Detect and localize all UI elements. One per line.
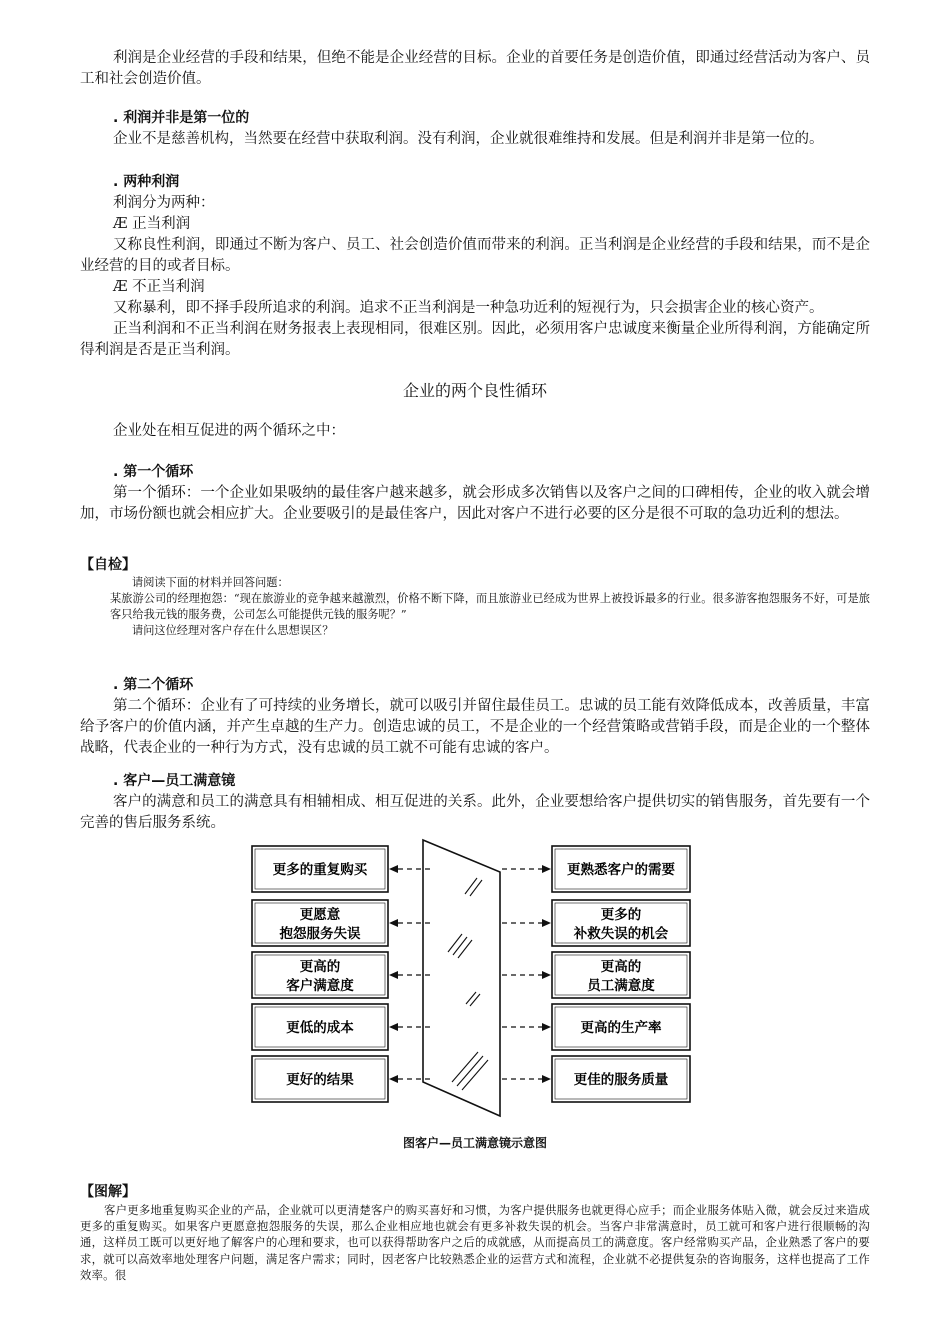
right-box-1-label-1: 更熟悉客户的需要 — [567, 862, 675, 878]
left-box-1-label-1: 更多的重复购买 — [272, 862, 368, 878]
selfcheck-question: 请问这位经理对客户存在什么思想误区？ — [132, 624, 334, 637]
mirror-heading: . 客户—员工满意镜 — [113, 773, 236, 789]
left-box-4-label-1: 更低的成本 — [286, 1020, 354, 1036]
bullet-legit-profit: Æ 正当利润 — [113, 216, 191, 232]
section-title-two-cycles: 企业的两个良性循环 — [402, 381, 547, 400]
right-box-2-label-1: 更多的 — [600, 907, 642, 923]
right-box-3-label-2: 员工满意度 — [587, 978, 655, 994]
left-box-2 — [252, 900, 388, 946]
mirror-diagram-svg — [80, 834, 870, 1134]
left-box-5 — [252, 1056, 388, 1102]
bullet-illegit-profit: Æ 不正当利润 — [113, 279, 205, 295]
selfcheck-label: 【自检】 — [80, 557, 136, 573]
right-arrow-1 — [502, 865, 551, 873]
cycle1-heading: . 第一个循环 — [113, 464, 194, 480]
mirror-text: 客户的满意和员工的满意具有相辅相成、相互促进的关系。此外，企业要想给客户提供切实的销售服务，首先要有一个完善的售后服务系统。 — [80, 794, 870, 831]
intro-paragraph: 利润是企业经营的手段和结果，但绝不能是企业经营的目标。企业的首要任务是创造价值，即通过经营活动为客户、员工和社会创造价值。 — [80, 50, 870, 87]
left-box-2-label-2: 抱怨服务失误 — [279, 926, 361, 942]
left-box-3-label-2: 客户满意度 — [286, 978, 354, 994]
section-heading-two-profits: . 两种利润 — [113, 174, 180, 190]
right-box-1 — [552, 846, 690, 892]
left-box-4 — [252, 1004, 388, 1050]
section-heading-profit-not-first: . 利润并非是第一位的 — [113, 110, 250, 126]
cycles-intro: 企业处在相互促进的两个循环之中： — [113, 423, 345, 439]
two-profits-lead: 利润分为两种： — [113, 195, 215, 211]
right-box-5 — [552, 1056, 690, 1102]
diagram-caption: 图客户—员工满意镜示意图 — [402, 1136, 547, 1150]
left-box-3-label-1: 更高的 — [299, 959, 341, 975]
right-box-4-label-1: 更高的生产率 — [580, 1020, 662, 1036]
selfcheck-instruction: 请阅读下面的材料并回答问题： — [132, 576, 289, 589]
selfcheck-material: 某旅游公司的经理抱怨：“现在旅游业的竞争越来越激烈，价格不断下降，而且旅游业已经成为世界上被投诉最多的行业。很多游客抱怨服务不好，可是旅客只给我元钱的服务费，公司怎么可能提供元钱的服务呢？” — [110, 592, 870, 621]
cycle2-text: 第二个循环：企业有了可持续的业务增长，就可以吸引并留住最佳员工。忠诚的员工能有效降低成本，改善质量，丰富给予客户的价值内涵，并产生卓越的生产力。创造忠诚的员工，不是企业的一个经营策略或营销手段，而是企业的一个整体战略，代表企业的一种行为方式，没有忠诚的员工就不可能有忠诚的客户。 — [80, 698, 870, 756]
left-box-1 — [252, 846, 388, 892]
satisfaction-mirror-diagram — [80, 834, 870, 1134]
section-text-profit-not-first: 企业不是慈善机构，当然要在经营中获取利润。没有利润，企业就很难维持和发展。但是利润并非是第一位的。 — [113, 131, 824, 147]
profits-conclusion: 正当利润和不正当利润在财务报表上表现相同，很难区别。因此，必须用客户忠诚度来衡量企业所得利润，方能确定所得利润是否是正当利润。 — [80, 321, 870, 358]
right-box-3-label-1: 更高的 — [600, 959, 642, 975]
document-page — [80, 48, 870, 1283]
selfcheck-box — [80, 575, 870, 639]
right-arrow-4 — [502, 1023, 551, 1031]
explain-box — [80, 1202, 870, 1283]
right-box-2 — [552, 900, 690, 946]
left-box-5-label-1: 更好的结果 — [286, 1072, 354, 1088]
right-arrow-3 — [502, 971, 551, 979]
cycle2-heading: . 第二个循环 — [113, 677, 194, 693]
left-box-3 — [252, 952, 388, 998]
right-box-4 — [552, 1004, 690, 1050]
right-box-5-label-1: 更佳的服务质量 — [573, 1072, 669, 1088]
left-box-2-label-1: 更愿意 — [299, 907, 341, 923]
right-arrow-2 — [502, 919, 551, 927]
legit-profit-text: 又称良性利润，即通过不断为客户、员工、社会创造价值而带来的利润。正当利润是企业经营的手段和结果，而不是企业经营的目的或者目标。 — [80, 237, 870, 274]
right-arrow-5 — [502, 1075, 551, 1083]
right-box-2-label-2: 补救失误的机会 — [573, 926, 669, 942]
explain-label: 【图解】 — [80, 1184, 136, 1200]
right-box-3 — [552, 952, 690, 998]
mirror-icon — [423, 840, 500, 1116]
cycle1-text: 第一个循环：一个企业如果吸纳的最佳客户越来越多，就会形成多次销售以及客户之间的口碑相传，企业的收入就会增加，市场份额也就会相应扩大。企业要吸引的是最佳客户，因此对客户不进行必要的区分是很不可取的急功近利的想法。 — [80, 485, 870, 522]
illegit-profit-text: 又称暴利，即不择手段所追求的利润。追求不正当利润是一种急功近利的短视行为，只会损害企业的核心资产。 — [113, 300, 824, 316]
explain-text: 客户更多地重复购买企业的产品，企业就可以更清楚客户的购买喜好和习惯，为客户提供服务也就更得心应手；而企业服务体贴入微，就会反过来造成更多的重复购买。如果客户更愿意抱怨服务的失误，那么企业相应地也就会有更多补救失误的机会。当客户非常满意时，员工就可和客户进行很顺畅的沟通，这样员工既可以更好地了解客户的心理和要求，也可以获得帮助客户之后的成就感，从而提高员工的满意度。客户经常购买产品，企业熟悉了客户的要求，就可以高效率地处理客户问题，满足客户需求；同时，因老客户比较熟悉企业的运营方式和流程，企业就不必提供复杂的咨询服务，这样也提高了工作效率。很 — [80, 1203, 870, 1282]
